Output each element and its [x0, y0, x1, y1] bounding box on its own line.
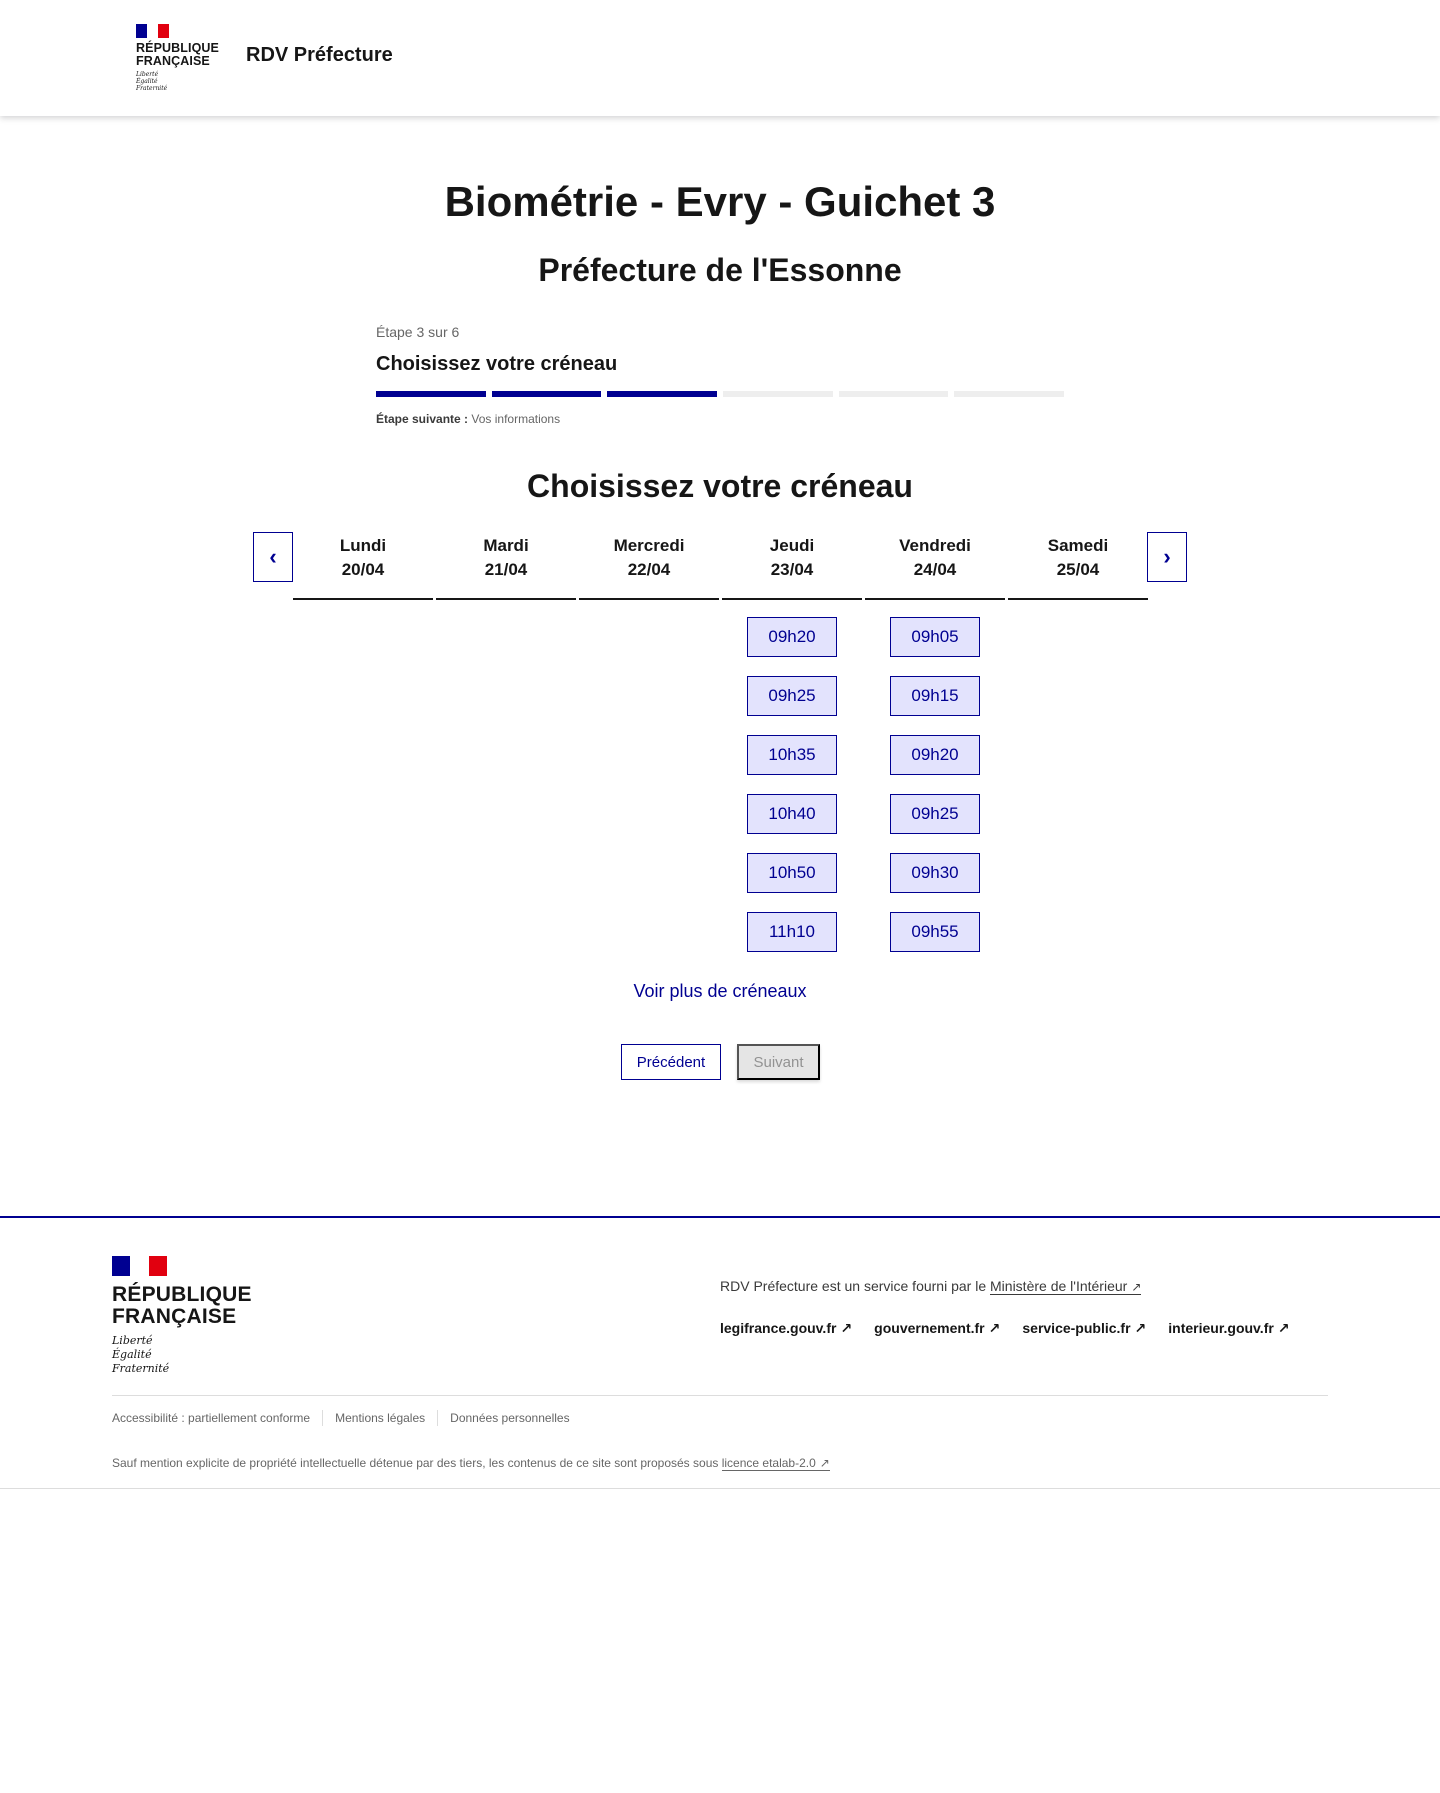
day-header: [436, 532, 576, 600]
time-slot-button[interactable]: 09h25: [890, 794, 980, 834]
day-date: 22/04: [627, 560, 671, 579]
day-date: 24/04: [913, 560, 957, 579]
day-header: [293, 532, 433, 600]
footer-brand-motto: Liberté Égalité Fraternité: [112, 1334, 170, 1375]
day-column: [865, 532, 1005, 952]
footer-separator: [112, 1395, 1328, 1396]
site-footer: [0, 1216, 1440, 1470]
footer-bottom-divider: [322, 1410, 323, 1426]
day-name: Jeudi: [769, 536, 815, 555]
footer-links: [720, 1320, 1290, 1337]
brand-motto: Liberté Égalité Fraternité: [136, 71, 168, 92]
step-bar-segment: [839, 391, 949, 397]
day-column: [436, 532, 576, 952]
slot-list: [579, 600, 719, 617]
step-next-label: Étape suivante :: [376, 412, 469, 426]
footer-link[interactable]: gouvernement.fr ↗: [874, 1320, 1001, 1336]
external-link-icon: ↗: [1131, 1280, 1142, 1294]
day-date: 25/04: [1056, 560, 1100, 579]
slots-section-title: Choisissez votre créneau: [527, 468, 913, 504]
day-column: [722, 532, 862, 952]
ministere-link[interactable]: Ministère de l'Intérieur ↗: [990, 1278, 1142, 1294]
step-bar-segment: [723, 391, 833, 397]
time-slot-button[interactable]: 09h30: [890, 853, 980, 893]
step-next: [376, 412, 1064, 426]
more-slots-link[interactable]: Voir plus de créneaux: [633, 981, 807, 1001]
external-link-icon: ↗: [1134, 1320, 1147, 1336]
time-slot-button[interactable]: 09h25: [747, 676, 837, 716]
footer-link[interactable]: interieur.gouv.fr ↗: [1168, 1320, 1290, 1336]
external-link-icon: ↗: [840, 1320, 853, 1336]
day-date: 23/04: [770, 560, 814, 579]
day-name: Mardi: [483, 536, 529, 555]
brand-line-2: FRANÇAISE: [136, 54, 210, 68]
step-state: Étape 3 sur 6: [376, 324, 460, 340]
service-title[interactable]: RDV Préfecture: [246, 44, 393, 66]
day-name: Samedi: [1047, 536, 1109, 555]
day-name: Mercredi: [613, 536, 685, 555]
footer-bottom-divider: [437, 1410, 438, 1426]
chevron-right-icon: ›: [1163, 544, 1171, 569]
slot-list: [865, 600, 1005, 952]
site-header: [0, 0, 1440, 116]
stepper: [376, 324, 1064, 426]
footer-bottom-link[interactable]: Mentions légales: [335, 1411, 426, 1425]
french-flag-icon: [136, 24, 169, 38]
chevron-left-icon: ‹: [269, 544, 277, 569]
external-link-icon: ↗: [819, 1456, 830, 1470]
next-button[interactable]: Suivant: [737, 1044, 820, 1080]
day-date: 21/04: [484, 560, 528, 579]
time-slot-button[interactable]: 10h40: [747, 794, 837, 834]
slot-list: [436, 600, 576, 617]
slot-list: [722, 600, 862, 952]
slot-list: [1008, 600, 1148, 617]
footer-description: RDV Préfecture est un service fourni par le Ministère de l'Intérieur ↗: [720, 1278, 1142, 1294]
brand-line-1: RÉPUBLIQUE: [136, 41, 219, 55]
licence-link[interactable]: licence etalab-2.0 ↗: [721, 1456, 830, 1470]
slots-calendar: [293, 532, 1148, 952]
step-bar-segment: [492, 391, 602, 397]
time-slot-button[interactable]: 09h05: [890, 617, 980, 657]
external-link-icon: ↗: [1277, 1320, 1290, 1336]
day-column: [1008, 532, 1148, 952]
footer-link[interactable]: service-public.fr ↗: [1022, 1320, 1147, 1336]
republique-francaise-logo[interactable]: [136, 24, 224, 94]
footer-licence: Sauf mention explicite de propriété intellectuelle détenue par des tiers, les contenus de ce site sont proposés sous licence etalab-2.0 ↗: [112, 1456, 830, 1470]
day-header: [722, 532, 862, 600]
day-header: [1008, 532, 1148, 600]
previous-button[interactable]: Précédent: [621, 1044, 721, 1080]
step-bar-segment: [376, 391, 486, 397]
footer-brand-line-2: FRANÇAISE: [112, 1305, 237, 1328]
time-slot-button[interactable]: 10h35: [747, 735, 837, 775]
day-header: [865, 532, 1005, 600]
step-next-value: Vos informations: [471, 412, 561, 426]
time-slot-button[interactable]: 09h15: [890, 676, 980, 716]
footer-end-divider: [0, 1488, 1440, 1489]
day-name: Lundi: [339, 536, 387, 555]
slot-list: [293, 600, 433, 617]
step-bar-segment: [607, 391, 717, 397]
day-header: [579, 532, 719, 600]
next-week-button[interactable]: [1147, 532, 1187, 582]
footer-bottom-links: [112, 1410, 570, 1426]
page-title: Biométrie - Evry - Guichet 3: [444, 178, 996, 225]
time-slot-button[interactable]: 09h20: [747, 617, 837, 657]
french-flag-icon: [112, 1256, 167, 1276]
day-date: 20/04: [341, 560, 385, 579]
time-slot-button[interactable]: 09h55: [890, 912, 980, 952]
footer-link[interactable]: legifrance.gouv.fr ↗: [720, 1320, 853, 1336]
previous-week-button[interactable]: [253, 532, 293, 582]
footer-bottom-link[interactable]: Données personnelles: [450, 1411, 570, 1425]
time-slot-button[interactable]: 11h10: [747, 912, 837, 952]
footer-bottom-link[interactable]: Accessibilité : partiellement conforme: [112, 1411, 311, 1425]
external-link-icon: ↗: [988, 1320, 1001, 1336]
day-name: Vendredi: [899, 536, 971, 555]
step-title: Choisissez votre créneau: [376, 353, 618, 375]
day-column: [579, 532, 719, 952]
time-slot-button[interactable]: 09h20: [890, 735, 980, 775]
day-column: [293, 532, 433, 952]
footer-republique-francaise-logo[interactable]: [112, 1256, 252, 1376]
page-subtitle: Préfecture de l'Essonne: [538, 252, 902, 288]
step-progress-bar: [376, 391, 1064, 397]
time-slot-button[interactable]: 10h50: [747, 853, 837, 893]
step-bar-segment: [954, 391, 1064, 397]
footer-brand-line-1: RÉPUBLIQUE: [112, 1283, 252, 1306]
